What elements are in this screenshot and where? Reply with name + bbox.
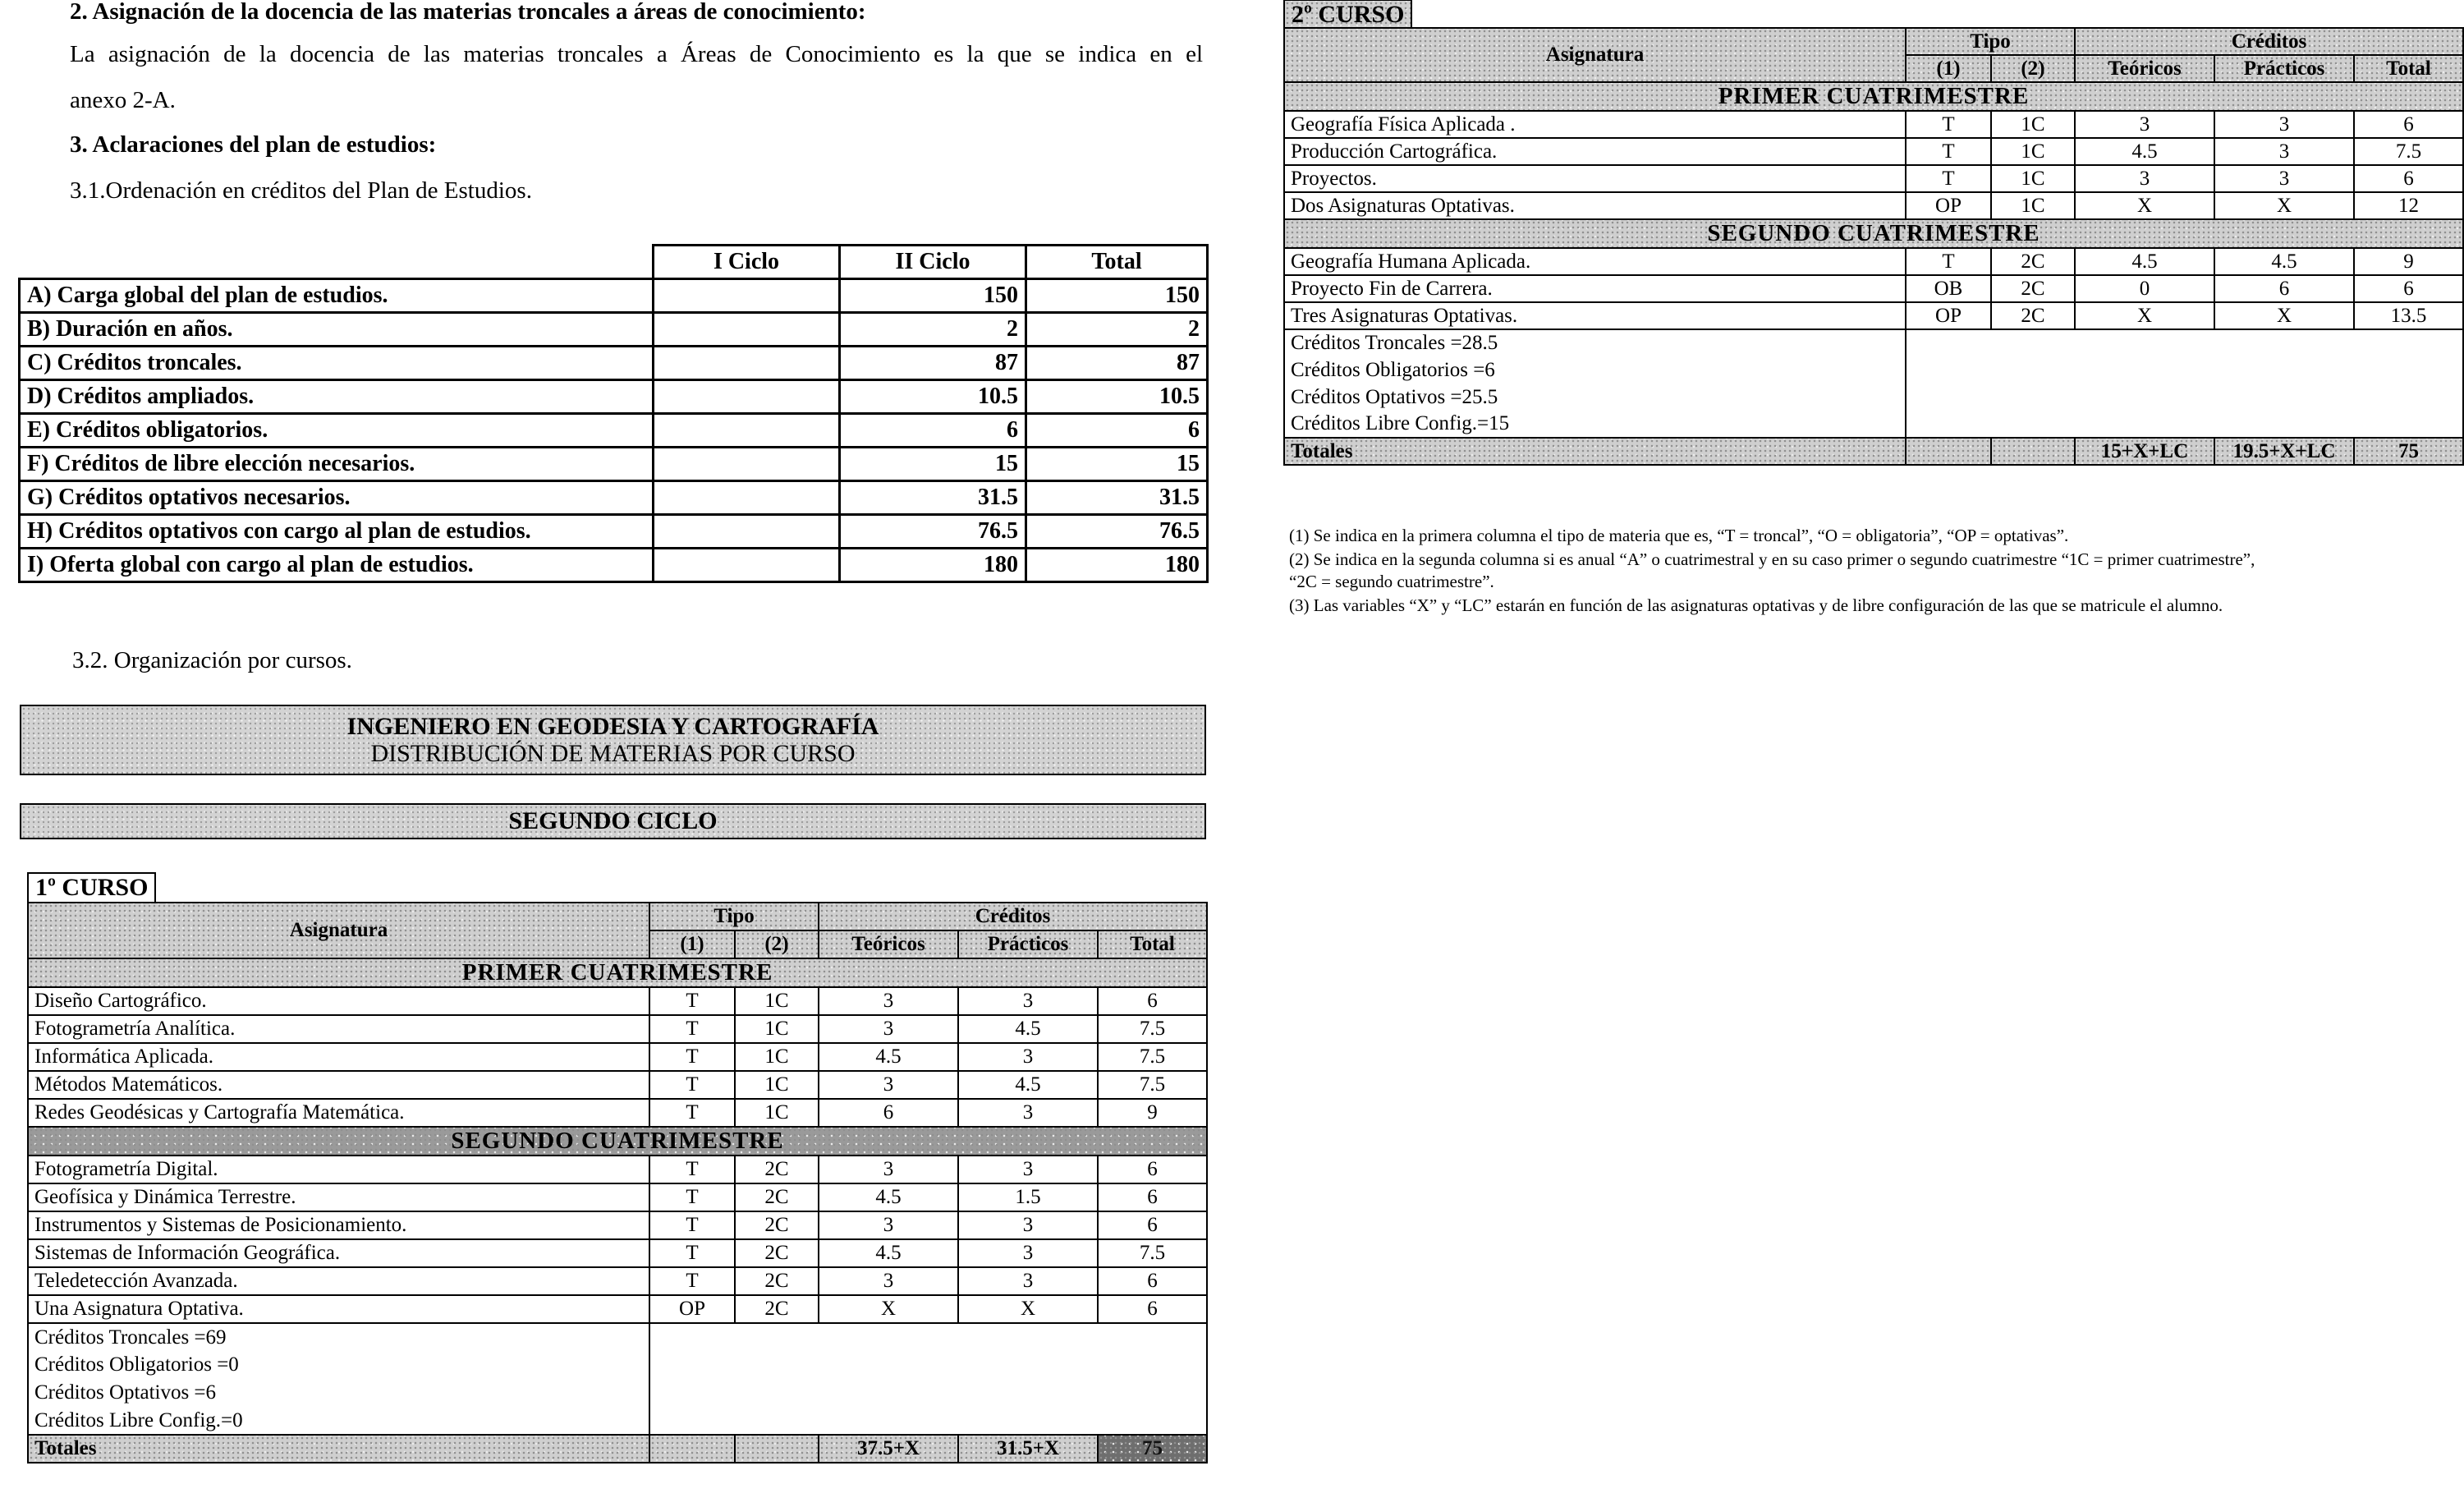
subject-tipo-2: 1C <box>735 1043 819 1071</box>
subject-total: 7.5 <box>1098 1043 1207 1071</box>
credit-summary-line: Créditos Libre Config.=15 <box>1284 411 1906 438</box>
subject-total: 6 <box>1098 987 1207 1015</box>
subject-total: 6 <box>1098 1183 1207 1211</box>
subject-tipo-2: 1C <box>735 1099 819 1127</box>
credit-summary-line: Créditos Obligatorios =6 <box>1284 356 1906 384</box>
subject-teoricos: 4.5 <box>819 1043 958 1071</box>
section-segundo-cuatrimestre: SEGUNDO CUATRIMESTRE <box>28 1127 1207 1156</box>
subject-row <box>28 1043 1207 1071</box>
section2-paragraph-line1: La asignación de la docencia de las materias troncales a Áreas de Conocimiento es la que se indica en el <box>70 41 1203 67</box>
summary-header-iciclo: I Ciclo <box>654 246 840 279</box>
subject-tipo-1: OB <box>1906 275 1991 302</box>
summary-row-iciclo <box>654 515 840 549</box>
subject-practicos: 3 <box>2214 111 2354 138</box>
subject-tipo-2: 1C <box>735 1015 819 1043</box>
subject-practicos: 6 <box>2214 275 2354 302</box>
header-tipo-2: (2) <box>1991 55 2075 82</box>
header-tipo-2: (2) <box>735 931 819 958</box>
subject-tipo-2: 2C <box>735 1267 819 1295</box>
subject-teoricos: X <box>2075 302 2214 329</box>
subject-tipo-2: 1C <box>1991 111 2075 138</box>
header-practicos: Prácticos <box>2214 55 2354 82</box>
summary-row <box>20 380 1208 414</box>
credits-summary-table <box>18 244 1209 583</box>
totales-teoricos: 15+X+LC <box>2075 438 2214 465</box>
summary-row <box>20 313 1208 347</box>
subject-tipo-2: 1C <box>735 987 819 1015</box>
subject-name: Dos Asignaturas Optativas. <box>1284 192 1906 219</box>
summary-row-total: 10.5 <box>1026 380 1208 414</box>
subject-name: Sistemas de Información Geográfica. <box>28 1239 649 1267</box>
subject-teoricos: 3 <box>819 1156 958 1183</box>
totales-tipo-2 <box>1991 438 2075 465</box>
summary-row-label: G) Créditos optativos necesarios. <box>20 481 654 515</box>
degree-subtitle: DISTRIBUCIÓN DE MATERIAS POR CURSO <box>370 740 856 767</box>
summary-row-iiciclo: 150 <box>840 279 1026 313</box>
subject-total: 13.5 <box>2354 302 2463 329</box>
header-total: Total <box>2354 55 2463 82</box>
summary-row-label: H) Créditos optativos con cargo al plan de estudios. <box>20 515 654 549</box>
subject-total: 6 <box>1098 1267 1207 1295</box>
subject-practicos: 3 <box>958 1211 1098 1239</box>
subject-teoricos: 0 <box>2075 275 2214 302</box>
section3-heading: 3. Aclaraciones del plan de estudios: <box>70 131 437 158</box>
subject-practicos: 4.5 <box>2214 248 2354 275</box>
summary-row-iiciclo: 15 <box>840 448 1026 481</box>
subject-name: Geografía Física Aplicada . <box>1284 111 1906 138</box>
subject-tipo-1: T <box>649 1183 735 1211</box>
subject-row <box>1284 165 2463 192</box>
course2-table <box>1283 27 2464 466</box>
subject-name: Diseño Cartográfico. <box>28 987 649 1015</box>
subject-tipo-1: T <box>649 1071 735 1099</box>
degree-banner <box>20 705 1206 775</box>
summary-row-total: 76.5 <box>1026 515 1208 549</box>
subject-tipo-1: T <box>649 1211 735 1239</box>
summary-row-total: 87 <box>1026 347 1208 380</box>
subject-practicos: 3 <box>958 1239 1098 1267</box>
section-primer-cuatrimestre: PRIMER CUATRIMESTRE <box>28 958 1207 987</box>
subject-row <box>28 1099 1207 1127</box>
subject-total: 7.5 <box>1098 1015 1207 1043</box>
summary-row-iciclo <box>654 448 840 481</box>
summary-row-label: B) Duración en años. <box>20 313 654 347</box>
footnotes <box>1289 526 2255 616</box>
totales-tipo-1 <box>1906 438 1991 465</box>
subject-practicos: 4.5 <box>958 1015 1098 1043</box>
summary-header-blank <box>20 246 654 279</box>
summary-row-iciclo <box>654 380 840 414</box>
summary-row-iiciclo: 87 <box>840 347 1026 380</box>
summary-row-total: 2 <box>1026 313 1208 347</box>
course1-tag: 1º CURSO <box>27 872 156 902</box>
summary-row-total: 180 <box>1026 549 1208 582</box>
summary-row-label: I) Oferta global con cargo al plan de estudios. <box>20 549 654 582</box>
summary-row-iciclo <box>654 279 840 313</box>
section2-heading: 2. Asignación de la docencia de las materias troncales a áreas de conocimiento: <box>70 0 866 25</box>
subject-teoricos: 3 <box>2075 111 2214 138</box>
subject-teoricos: 3 <box>819 1267 958 1295</box>
summary-row-iciclo <box>654 347 840 380</box>
summary-row-iciclo <box>654 481 840 515</box>
section-primer-cuatrimestre: PRIMER CUATRIMESTRE <box>1284 82 2463 111</box>
subject-practicos: 3 <box>958 1156 1098 1183</box>
header-tipo: Tipo <box>649 903 819 931</box>
totales-label: Totales <box>28 1435 649 1463</box>
course1-table <box>27 902 1208 1464</box>
subject-practicos: 1.5 <box>958 1183 1098 1211</box>
summary-row-total: 150 <box>1026 279 1208 313</box>
summary-row-iciclo <box>654 313 840 347</box>
subject-tipo-2: 1C <box>1991 192 2075 219</box>
header-creditos: Créditos <box>2075 28 2463 55</box>
subject-tipo-2: 1C <box>1991 165 2075 192</box>
credit-summary-line: Créditos Troncales =69 <box>28 1323 649 1351</box>
subject-total: 9 <box>1098 1099 1207 1127</box>
subject-row <box>28 1183 1207 1211</box>
course2-tag: 2º CURSO <box>1283 0 1412 29</box>
subject-row <box>28 1071 1207 1099</box>
summary-row-iiciclo: 31.5 <box>840 481 1026 515</box>
subject-teoricos: 3 <box>2075 165 2214 192</box>
subject-tipo-1: T <box>649 1015 735 1043</box>
summary-row-iiciclo: 10.5 <box>840 380 1026 414</box>
subject-name: Fotogrametría Digital. <box>28 1156 649 1183</box>
subject-tipo-1: OP <box>1906 192 1991 219</box>
cycle-banner: SEGUNDO CICLO <box>20 803 1206 839</box>
totales-total: 75 <box>1098 1435 1207 1463</box>
summary-row-label: D) Créditos ampliados. <box>20 380 654 414</box>
subject-tipo-2: 2C <box>735 1156 819 1183</box>
totales-practicos: 19.5+X+LC <box>2214 438 2354 465</box>
totales-tipo-1 <box>649 1435 735 1463</box>
header-asignatura: Asignatura <box>28 903 649 958</box>
subject-tipo-1: T <box>1906 111 1991 138</box>
summary-row <box>20 347 1208 380</box>
summary-row <box>20 279 1208 313</box>
subject-row <box>28 987 1207 1015</box>
subject-name: Tres Asignaturas Optativas. <box>1284 302 1906 329</box>
subject-name: Métodos Matemáticos. <box>28 1071 649 1099</box>
subject-tipo-1: T <box>649 1099 735 1127</box>
header-teoricos: Teóricos <box>819 931 958 958</box>
header-total: Total <box>1098 931 1207 958</box>
subject-tipo-2: 2C <box>1991 248 2075 275</box>
subject-tipo-1: OP <box>649 1295 735 1323</box>
subject-teoricos: X <box>2075 192 2214 219</box>
summary-row <box>20 515 1208 549</box>
subject-teoricos: 3 <box>819 1211 958 1239</box>
subject-tipo-2: 2C <box>735 1295 819 1323</box>
subject-practicos: X <box>2214 302 2354 329</box>
summary-row-total: 31.5 <box>1026 481 1208 515</box>
summary-row-iiciclo: 6 <box>840 414 1026 448</box>
section-segundo-cuatrimestre: SEGUNDO CUATRIMESTRE <box>1284 219 2463 248</box>
subject-row <box>28 1211 1207 1239</box>
subject-name: Geografía Humana Aplicada. <box>1284 248 1906 275</box>
section2-paragraph-line2: anexo 2-A. <box>70 87 176 113</box>
credit-summary-line: Créditos Troncales =28.5 <box>1284 329 1906 356</box>
subject-row <box>1284 111 2463 138</box>
subject-practicos: 4.5 <box>958 1071 1098 1099</box>
credit-summary-blank <box>1906 329 2463 438</box>
summary-row-label: A) Carga global del plan de estudios. <box>20 279 654 313</box>
subject-practicos: 3 <box>958 1099 1098 1127</box>
credit-summary-line: Créditos Obligatorios =0 <box>28 1351 649 1379</box>
footnote-1: (1) Se indica en la primera columna el tipo de materia que es, “T = troncal”, “O = obligatoria”, “OP = optativas”. <box>1289 526 2069 545</box>
subject-total: 7.5 <box>2354 138 2463 165</box>
subject-practicos: X <box>958 1295 1098 1323</box>
summary-row-total: 6 <box>1026 414 1208 448</box>
subject-total: 12 <box>2354 192 2463 219</box>
subject-name: Geofísica y Dinámica Terrestre. <box>28 1183 649 1211</box>
credit-summary-line: Créditos Optativos =25.5 <box>1284 384 1906 411</box>
subject-practicos: 3 <box>958 1043 1098 1071</box>
subject-total: 6 <box>1098 1295 1207 1323</box>
subject-tipo-1: OP <box>1906 302 1991 329</box>
subject-tipo-1: T <box>649 987 735 1015</box>
subject-row <box>28 1267 1207 1295</box>
header-teoricos: Teóricos <box>2075 55 2214 82</box>
subject-practicos: 3 <box>2214 165 2354 192</box>
subject-name: Una Asignatura Optativa. <box>28 1295 649 1323</box>
subject-teoricos: 3 <box>819 987 958 1015</box>
subject-total: 6 <box>1098 1211 1207 1239</box>
subject-name: Redes Geodésicas y Cartografía Matemática. <box>28 1099 649 1127</box>
subject-tipo-1: T <box>649 1239 735 1267</box>
subject-practicos: 3 <box>958 987 1098 1015</box>
subject-name: Producción Cartográfica. <box>1284 138 1906 165</box>
subject-total: 7.5 <box>1098 1071 1207 1099</box>
subject-practicos: X <box>2214 192 2354 219</box>
summary-row-iiciclo: 180 <box>840 549 1026 582</box>
header-tipo: Tipo <box>1906 28 2075 55</box>
header-practicos: Prácticos <box>958 931 1098 958</box>
subject-tipo-2: 2C <box>1991 302 2075 329</box>
subject-tipo-1: T <box>649 1267 735 1295</box>
totales-total: 75 <box>2354 438 2463 465</box>
subject-row <box>1284 275 2463 302</box>
subject-teoricos: 3 <box>819 1015 958 1043</box>
summary-row <box>20 448 1208 481</box>
credit-summary-blank <box>649 1323 1207 1435</box>
subject-name: Teledetección Avanzada. <box>28 1267 649 1295</box>
subject-teoricos: 4.5 <box>2075 248 2214 275</box>
header-tipo-1: (1) <box>649 931 735 958</box>
summary-row-label: E) Créditos obligatorios. <box>20 414 654 448</box>
subject-tipo-2: 2C <box>735 1211 819 1239</box>
subject-tipo-1: T <box>649 1043 735 1071</box>
summary-row <box>20 481 1208 515</box>
totales-teoricos: 37.5+X <box>819 1435 958 1463</box>
summary-row-total: 15 <box>1026 448 1208 481</box>
subject-total: 6 <box>1098 1156 1207 1183</box>
subject-tipo-1: T <box>1906 165 1991 192</box>
totales-practicos: 31.5+X <box>958 1435 1098 1463</box>
summary-row <box>20 414 1208 448</box>
footnote-2-cont: “2C = segundo cuatrimestre”. <box>1289 572 1494 591</box>
section3-sub1: 3.1.Ordenación en créditos del Plan de Estudios. <box>70 177 532 204</box>
subject-row <box>28 1015 1207 1043</box>
summary-row-iiciclo: 2 <box>840 313 1026 347</box>
subject-practicos: 3 <box>2214 138 2354 165</box>
subject-total: 6 <box>2354 165 2463 192</box>
subject-total: 6 <box>2354 275 2463 302</box>
subject-row <box>28 1239 1207 1267</box>
subject-row <box>28 1295 1207 1323</box>
subject-row <box>1284 302 2463 329</box>
subject-tipo-2: 1C <box>1991 138 2075 165</box>
summary-row-iiciclo: 76.5 <box>840 515 1026 549</box>
summary-row-iciclo <box>654 414 840 448</box>
subject-teoricos: 3 <box>819 1071 958 1099</box>
subject-tipo-2: 2C <box>735 1183 819 1211</box>
header-creditos: Créditos <box>819 903 1207 931</box>
subject-tipo-2: 2C <box>735 1239 819 1267</box>
subject-row <box>1284 248 2463 275</box>
subject-total: 7.5 <box>1098 1239 1207 1267</box>
header-asignatura: Asignatura <box>1284 28 1906 82</box>
subject-name: Informática Aplicada. <box>28 1043 649 1071</box>
subject-tipo-1: T <box>649 1156 735 1183</box>
degree-title: INGENIERO EN GEODESIA Y CARTOGRAFÍA <box>346 713 879 740</box>
summary-row-label: F) Créditos de libre elección necesarios. <box>20 448 654 481</box>
subject-tipo-1: T <box>1906 248 1991 275</box>
subject-total: 9 <box>2354 248 2463 275</box>
footnote-3: (3) Las variables “X” y “LC” estarán en función de las asignaturas optativas y de libre configuración de las que se matricule el alumno. <box>1289 595 2223 615</box>
subject-teoricos: 4.5 <box>2075 138 2214 165</box>
subject-total: 6 <box>2354 111 2463 138</box>
summary-row <box>20 549 1208 582</box>
subject-teoricos: 4.5 <box>819 1239 958 1267</box>
totales-tipo-2 <box>735 1435 819 1463</box>
subject-row <box>28 1156 1207 1183</box>
subject-tipo-2: 2C <box>1991 275 2075 302</box>
subject-row <box>1284 192 2463 219</box>
subject-name: Proyecto Fin de Carrera. <box>1284 275 1906 302</box>
subject-name: Instrumentos y Sistemas de Posicionamiento. <box>28 1211 649 1239</box>
summary-row-iciclo <box>654 549 840 582</box>
subject-tipo-1: T <box>1906 138 1991 165</box>
subject-practicos: 3 <box>958 1267 1098 1295</box>
credit-summary-line: Créditos Optativos =6 <box>28 1379 649 1407</box>
footnote-2: (2) Se indica en la segunda columna si es anual “A” o cuatrimestral y en su caso primer o segundo cuatrimestre “1C = primer cuatrimestre”, <box>1289 549 2255 569</box>
summary-row-label: C) Créditos troncales. <box>20 347 654 380</box>
subject-name: Fotogrametría Analítica. <box>28 1015 649 1043</box>
totales-label: Totales <box>1284 438 1906 465</box>
summary-header-total: Total <box>1026 246 1208 279</box>
header-tipo-1: (1) <box>1906 55 1991 82</box>
subject-teoricos: 4.5 <box>819 1183 958 1211</box>
subject-teoricos: 6 <box>819 1099 958 1127</box>
credit-summary-line: Créditos Libre Config.=0 <box>28 1407 649 1435</box>
summary-header-iiciclo: II Ciclo <box>840 246 1026 279</box>
subject-row <box>1284 138 2463 165</box>
subject-name: Proyectos. <box>1284 165 1906 192</box>
subject-tipo-2: 1C <box>735 1071 819 1099</box>
subject-teoricos: X <box>819 1295 958 1323</box>
section3-sub2: 3.2. Organización por cursos. <box>72 647 352 673</box>
